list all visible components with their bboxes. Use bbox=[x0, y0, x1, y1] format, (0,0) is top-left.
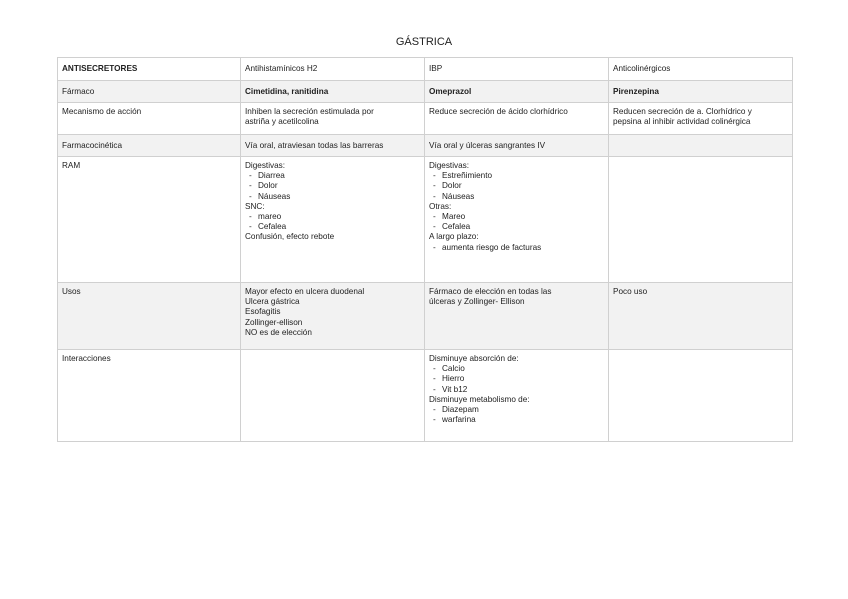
interacciones-h2 bbox=[241, 350, 425, 442]
mecanismo-h2-line: Inhiben la secreción estimulada por bbox=[245, 107, 374, 116]
ram-h2-extra: Confusión, efecto rebote bbox=[245, 232, 335, 242]
farmacocinetica-h2: Vía oral, atraviesan todas las barreras bbox=[241, 135, 425, 157]
table-row-farmacocinetica bbox=[58, 135, 793, 157]
list-item: - Calcio bbox=[433, 364, 465, 374]
ram-h2-snc-label: SNC: bbox=[245, 201, 265, 211]
list-item: - Mareo bbox=[433, 212, 466, 222]
list-item: - warfarina bbox=[433, 415, 476, 425]
mecanismo-anti-line: Reducen secreción de a. Clorhídrico y bbox=[613, 107, 752, 116]
farmaco-anticolinergicos: Pirenzepina bbox=[609, 81, 793, 103]
mecanismo-h2 bbox=[241, 103, 425, 135]
ram-ibp-digestivas-label: Digestivas: bbox=[429, 161, 470, 170]
list-item: - Estreñimiento bbox=[433, 171, 493, 181]
list-item: - Vit b12 bbox=[433, 384, 468, 394]
list-item: - mareo bbox=[249, 212, 282, 222]
usos-h2 bbox=[241, 283, 425, 350]
ram-anticolinergicos bbox=[609, 157, 793, 283]
page-title: GÁSTRICA bbox=[395, 36, 453, 48]
antisecretores-table bbox=[57, 57, 793, 442]
usos-ibp-line: úlceras y Zollinger- Ellison bbox=[429, 297, 525, 307]
mecanismo-ibp bbox=[425, 103, 609, 135]
farmacocinetica-anticolinergicos bbox=[609, 135, 793, 157]
list-item: - Náuseas bbox=[249, 191, 291, 201]
list-item: - Dolor bbox=[433, 181, 462, 191]
list-item: - aumenta riesgo de facturas bbox=[433, 242, 542, 252]
table-row-usos bbox=[58, 283, 793, 350]
usos-h2-line: Zollinger-ellison bbox=[245, 317, 303, 327]
ram-ibp-largo-label: A largo plazo: bbox=[429, 232, 479, 242]
mecanismo-anticolinergicos bbox=[609, 103, 793, 135]
list-item: - Dolor bbox=[249, 181, 278, 191]
list-item: - Diazepam bbox=[433, 405, 479, 415]
usos-ibp bbox=[425, 283, 609, 350]
interacciones-abs-label: Disminuye absorción de: bbox=[429, 354, 519, 363]
usos-anticolinergicos: Poco uso bbox=[609, 283, 793, 350]
ram-h2 bbox=[241, 157, 425, 283]
table-header-row bbox=[58, 58, 793, 81]
usos-h2-line: Mayor efecto en ulcera duodenal bbox=[245, 287, 365, 296]
row-label-mecanismo: Mecanismo de acción bbox=[58, 103, 241, 135]
row-label-usos: Usos bbox=[58, 283, 241, 350]
usos-h2-line: Ulcera gástrica bbox=[245, 297, 300, 307]
mecanismo-anti-line: pepsina al inhibir actividad colinérgica bbox=[613, 117, 751, 127]
mecanismo-ibp-line: Reduce secreción de ácido clorhídrico bbox=[429, 107, 568, 116]
row-label-farmacocinetica: Farmacocinética bbox=[58, 135, 241, 157]
row-label-ram: RAM bbox=[58, 157, 241, 283]
table-row-farmaco bbox=[58, 81, 793, 103]
farmacocinetica-ibp: Vía oral y úlceras sangrantes IV bbox=[425, 135, 609, 157]
header-antihistaminicos: Antihistamínicos H2 bbox=[241, 58, 425, 81]
list-item: - Cefalea bbox=[433, 222, 471, 232]
table-row-mecanismo bbox=[58, 103, 793, 135]
list-item: - Cefalea bbox=[249, 222, 287, 232]
ram-ibp bbox=[425, 157, 609, 283]
interacciones-anticolinergicos bbox=[609, 350, 793, 442]
header-anticolinergicos: Anticolinérgicos bbox=[609, 58, 793, 81]
table-row-interacciones bbox=[58, 350, 793, 442]
table-row-ram bbox=[58, 157, 793, 283]
header-antisecretores: ANTISECRETORES bbox=[58, 58, 241, 81]
header-ibp: IBP bbox=[425, 58, 609, 81]
farmaco-ibp: Omeprazol bbox=[425, 81, 609, 103]
interacciones-met-label: Disminuye metabolismo de: bbox=[429, 394, 530, 404]
row-label-interacciones: Interacciones bbox=[58, 350, 241, 442]
row-label-farmaco: Fármaco bbox=[58, 81, 241, 103]
farmaco-h2: Cimetidina, ranitidina bbox=[241, 81, 425, 103]
list-item: - Diarrea bbox=[249, 171, 285, 181]
list-item: - Hierro bbox=[433, 374, 465, 384]
list-item: - Náuseas bbox=[433, 191, 475, 201]
ram-ibp-otras-label: Otras: bbox=[429, 201, 452, 211]
ram-h2-digestivas-label: Digestivas: bbox=[245, 161, 286, 170]
usos-h2-line: NO es de elección bbox=[245, 327, 312, 337]
interacciones-ibp bbox=[425, 350, 609, 442]
usos-ibp-line: Fármaco de elección en todas las bbox=[429, 287, 552, 296]
usos-h2-line: Esofagitis bbox=[245, 307, 281, 317]
mecanismo-h2-line: astriña y acetilcolina bbox=[245, 117, 319, 127]
